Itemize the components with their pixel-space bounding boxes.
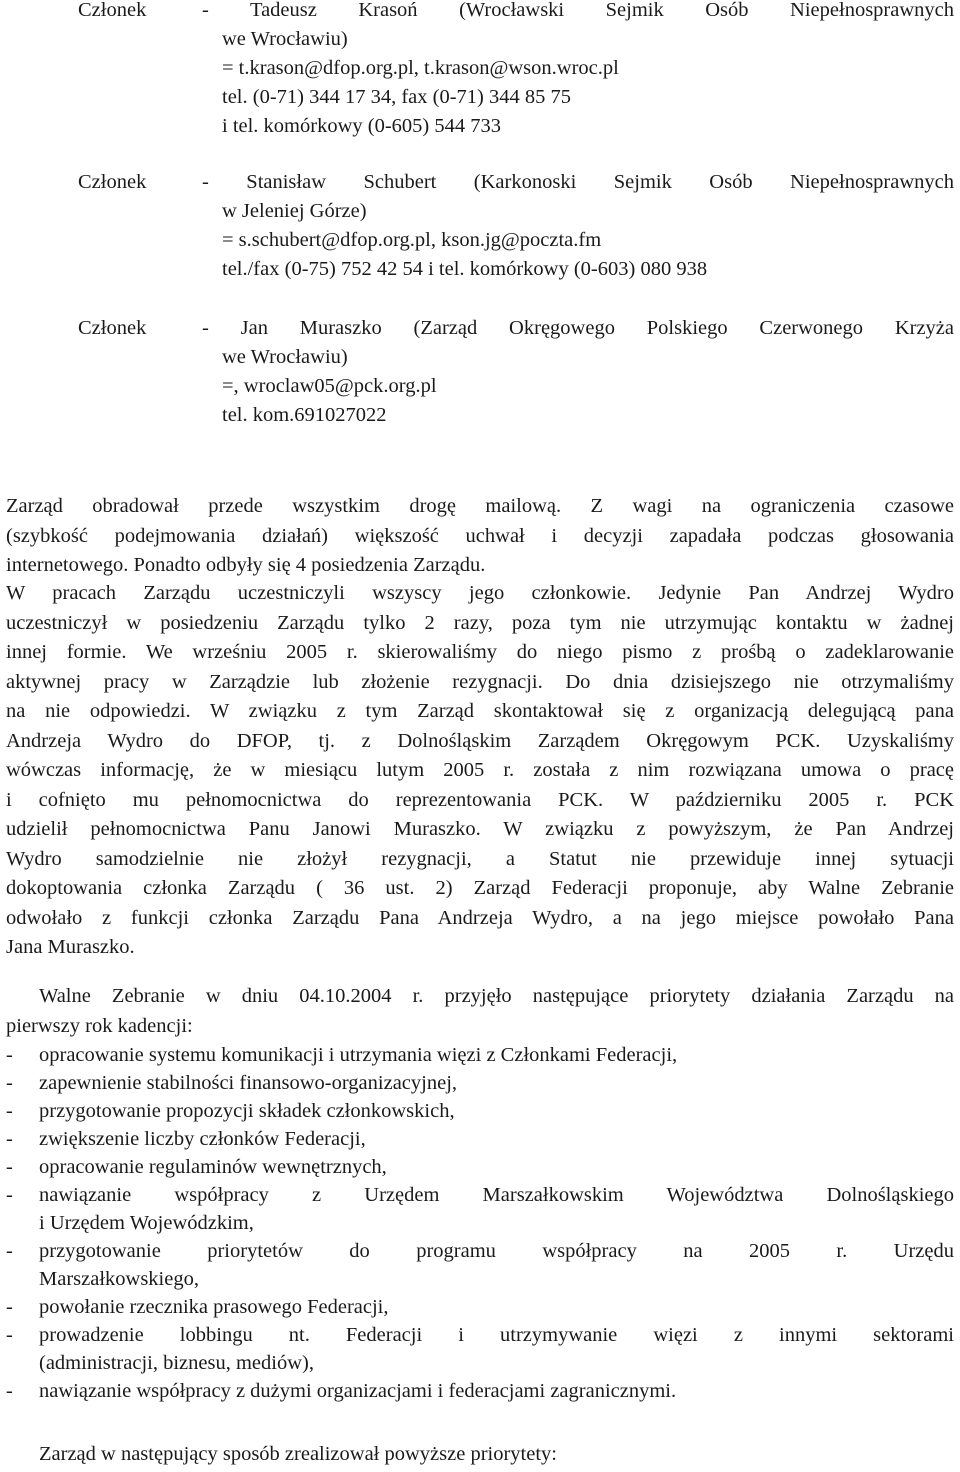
paragraph-line: na nie odpowiedzi. W związku z tym Zarząd skontaktował się z organizacją delegującą pana — [6, 700, 954, 722]
closing-paragraph — [6, 1440, 954, 1470]
list-item-text: zwiększenie liczby członków Federacji, — [39, 1128, 366, 1150]
list-dash: - — [6, 1324, 13, 1346]
list-item — [6, 1321, 954, 1377]
member-line: tel./fax (0-75) 752 42 54 i tel. komórkowy (0-603) 080 938 — [222, 258, 708, 280]
member-line: w Jeleniej Górze) — [222, 200, 367, 222]
member-line: - Tadeusz Krasoń (Wrocławski Sejmik Osób Niepełnosprawnych — [202, 0, 954, 21]
member-line: tel. kom.691027022 — [222, 404, 387, 426]
list-item — [6, 1069, 954, 1097]
member-line: we Wrocławiu) — [222, 28, 348, 50]
list-dash: - — [6, 1296, 13, 1318]
paragraph-line: udzielił pełnomocnictwa Panu Janowi Muraszko. W związku z powyższym, że Pan Andrzej — [6, 818, 954, 840]
member-role: Członek — [78, 171, 147, 193]
paragraph-line: Zarząd obradował przede wszystkim drogę mailową. Z wagi na ograniczenia czasowe — [6, 495, 954, 517]
member-role: Członek — [78, 0, 147, 21]
list-item-text: opracowanie regulaminów wewnętrznych, — [39, 1156, 387, 1178]
list-item — [6, 1377, 954, 1405]
list-dash: - — [6, 1380, 13, 1402]
paragraph-line: dokoptowania członka Zarządu ( 36 ust. 2) Zarząd Federacji proponuje, aby Walne Zebranie — [6, 877, 954, 899]
list-dash: - — [6, 1184, 13, 1206]
list-item-text: Marszałkowskiego, — [39, 1268, 199, 1290]
member-line: =, wroclaw05@pck.org.pl — [222, 375, 437, 397]
paragraph-meetings — [6, 492, 954, 581]
list-item — [6, 1293, 954, 1321]
list-item-text: przygotowanie propozycji składek członkowskich, — [39, 1100, 455, 1122]
list-item — [6, 1097, 954, 1125]
paragraph-board — [6, 579, 954, 963]
paragraph-line: wówczas informację, że w miesiącu lutym 2005 r. została z nim rozwiązana umowa o pracę — [6, 759, 954, 781]
list-item-text: przygotowanie priorytetów do programu współpracy na 2005 r. Urzędu — [39, 1240, 954, 1262]
member-details — [202, 314, 954, 430]
paragraph-line: Walne Zebranie w dniu 04.10.2004 r. przyjęło następujące priorytety działania Zarządu na — [39, 985, 954, 1007]
list-item-text: i Urzędem Wojewódzkim, — [39, 1212, 254, 1234]
list-item-text: powołanie rzecznika prasowego Federacji, — [39, 1296, 389, 1318]
paragraph-line: uczestniczył w posiedzeniu Zarządu tylko 2 razy, poza tym nie utrzymując kontaktu w żadnej — [6, 611, 954, 634]
list-item — [6, 1181, 954, 1237]
paragraph-line: Andrzeja Wydro do DFOP, tj. z Dolnośląskim Zarządem Okręgowym PCK. Uzyskaliśmy — [6, 729, 954, 752]
priorities-list — [6, 1041, 954, 1405]
list-item — [6, 1125, 954, 1153]
member-line: we Wrocławiu) — [222, 346, 348, 368]
member-line: - Stanisław Schubert (Karkonoski Sejmik Osób Niepełnosprawnych — [202, 171, 954, 193]
list-item-text: nawiązanie współpracy z dużymi organizacjami i federacjami zagranicznymi. — [39, 1380, 677, 1402]
member-line: = s.schubert@dfop.org.pl, kson.jg@poczta.fm — [222, 229, 602, 251]
paragraph-line: (szybkość podejmowania działań) większość uchwał i decyzji zapadała podczas głosowania — [6, 524, 954, 547]
member-details — [202, 168, 954, 284]
paragraph-line: Wydro samodzielnie nie złożył rezygnacji, a Statut nie przewiduje innej sytuacji — [6, 847, 954, 870]
paragraph-priorities — [6, 982, 954, 1041]
list-item — [6, 1153, 954, 1181]
paragraph-line: innej formie. We wrześniu 2005 r. skierowaliśmy do niego pismo z prośbą o zadeklarowanie — [6, 641, 954, 663]
list-item — [6, 1237, 954, 1293]
paragraph-line: Zarząd w następujący sposób zrealizował powyższe priorytety: — [39, 1443, 557, 1465]
list-item-text: prowadzenie lobbingu nt. Federacji i utrzymywanie więzi z innymi sektorami — [39, 1324, 954, 1346]
list-dash: - — [6, 1156, 13, 1178]
member-details — [202, 0, 954, 141]
list-item-text: nawiązanie współpracy z Urzędem Marszałkowskim Województwa Dolnośląskiego — [39, 1184, 954, 1206]
member-line: = t.krason@dfop.org.pl, t.krason@wson.wroc.pl — [222, 57, 619, 79]
paragraph-line: internetowego. Ponadto odbyły się 4 posiedzenia Zarządu. — [6, 554, 486, 576]
paragraph-line: W pracach Zarządu uczestniczyli wszyscy jego członkowie. Jedynie Pan Andrzej Wydro — [6, 582, 954, 604]
paragraph-line: odwołało z funkcji członka Zarządu Pana Andrzeja Wydro, a na jego miejsce powołało Pana — [6, 906, 954, 929]
list-dash: - — [6, 1128, 13, 1150]
list-dash: - — [6, 1072, 13, 1094]
member-line: - Jan Muraszko (Zarząd Okręgowego Polskiego Czerwonego Krzyża — [202, 317, 954, 339]
member-role: Członek — [78, 317, 147, 339]
paragraph-line: Jana Muraszko. — [6, 936, 135, 958]
list-item-text: (administracji, biznesu, mediów), — [39, 1352, 314, 1374]
paragraph-line: pierwszy rok kadencji: — [6, 1014, 193, 1037]
list-dash: - — [6, 1044, 13, 1066]
list-item-text: opracowanie systemu komunikacji i utrzymania więzi z Członkami Federacji, — [39, 1044, 678, 1066]
member-line: i tel. komórkowy (0-605) 544 733 — [222, 115, 501, 137]
list-dash: - — [6, 1240, 13, 1262]
list-item-text: zapewnienie stabilności finansowo-organizacyjnej, — [39, 1072, 458, 1094]
list-item — [6, 1041, 954, 1069]
list-dash: - — [6, 1100, 13, 1122]
paragraph-line: aktywnej pracy w Zarządzie lub złożenie rezygnacji. Do dnia dzisiejszego nie otrzymaliśmy — [6, 670, 954, 693]
paragraph-line: i cofnięto mu pełnomocnictwa do reprezentowania PCK. W październiku 2005 r. PCK — [6, 788, 954, 811]
member-line: tel. (0-71) 344 17 34, fax (0-71) 344 85 75 — [222, 86, 572, 108]
